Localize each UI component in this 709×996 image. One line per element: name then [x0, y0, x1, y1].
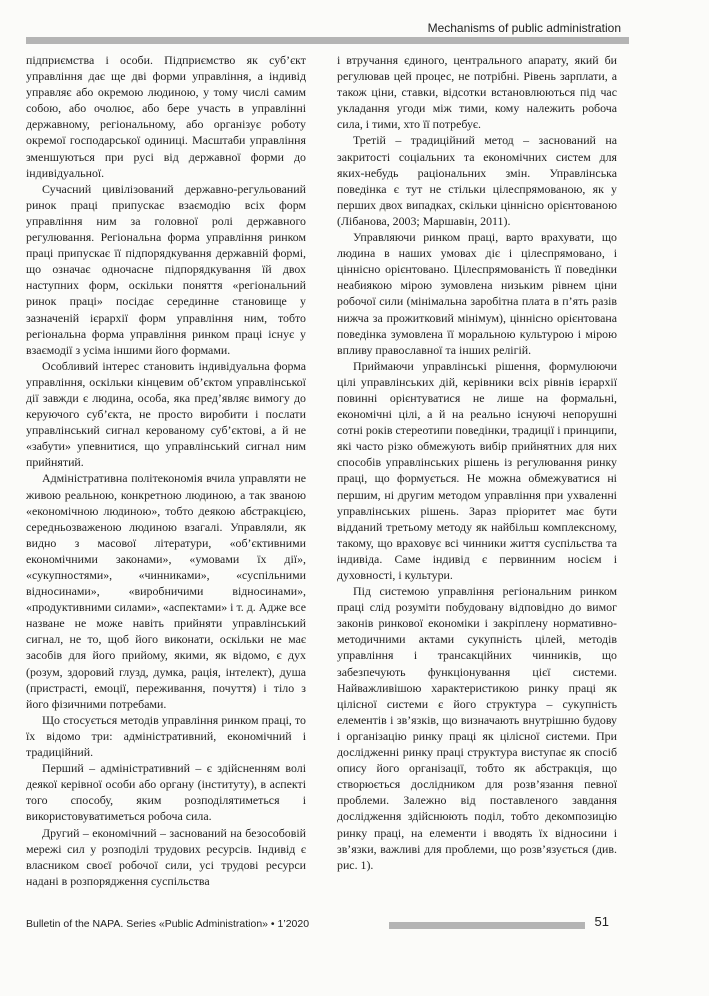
- paragraph: Особливий інтерес становить індивідуальна форма управління, оскільки кінцевим об’єктом управлінської дії завжди є людина, особа, яка пред’являє вимогу до керуючого суб’єкта, не просто виробити і послати управлінський сигнал керованому суб’єктові, а й не «забути» упевнитися, що управлінський сигнал ним прийнятий.: [26, 358, 306, 470]
- paragraph: Що стосується методів управління ринком праці, то їх відомо три: адміністративний, економічний і традиційний.: [26, 712, 306, 760]
- paragraph: Перший – адміністративний – є здійсненням волі деякої керівної особи або органу (інституту), в aспекті того способу, яким розподілятиметься і використовуватиметься робоча сила.: [26, 761, 306, 824]
- page-number: 51: [594, 914, 609, 929]
- paragraph: Приймаючи управлінські рішення, формулюючи цілі управлінських дій, керівники всіх рівнів ієрархії повинні орієнтуватися не лише на формальні, економічні цілі, а й на реально існуючі непорушні сотні років стереотипи поведінки, традиції і принципи, які часто різко обмежують вибір прийнятних для них способів управлінських рішень із регулювання ринку праці, що формується. Не можна обмежуватися ні першим, ні другим методом управління при ухваленні управлінських рішень. Зараз пріоритет має бути відданий третьому методу як найбільш комплексному, такому, що враховує всі чинники життя суспільства та індивіда. Саме індивід є первинним носієм і духовності, і культури.: [337, 358, 617, 582]
- paragraph: і втручання єдиного, центрального апарату, який би регулював цей процес, не потрібні. Рівень зарплати, а також ціни, ставки, відсотки встановлюються під час укладання угоди між тими, кому належить робоча сила, і тими, хто її потребує.: [337, 53, 617, 132]
- paragraph: Третій – традиційний метод – заснований на закритості соціальних та економічних систем для яких-небудь раціональних змін. Управлінська поведінка є тут не стільки цілеспрямованою, як у перших двох випадках, скільки ціннісно орієнтованою (Лібанова, 2003; Маршавін, 2011).: [337, 133, 617, 228]
- header-rule: [26, 37, 629, 44]
- right-column: [337, 52, 617, 873]
- paragraph: підприємства і особи. Підприємство як суб’єкт управління дає ще дві форми управління, а індивід управляє або окремою людиною, у тому числі самим собою, або очолює, або бере участь в управлінні державному, регіональному, або організує роботу окремої господарської одиниці. Масштаби управління зменшуються при русі від державної форми до індивідуальної.: [26, 53, 306, 180]
- paragraph: Другий – економічний – заснований на безособовій мережі сил у розподілі трудових ресурсів. Індивід є власником своєї робочої сили, усі трудові ресурси надані в розпорядження суспільства: [26, 825, 306, 888]
- journal-footer: Bulletin of the NAPA. Series «Public Administration» • 1’2020: [26, 918, 310, 930]
- paragraph: Під системою управління регіональним ринком праці слід розуміти побудовану відповідно до вимог законів ринкової економіки і закріплену нормативно-методичними актами сукупність цілей, методів управління і трансакційних чинників, що забезпечують функціонування цієї системи. Найважливішою характеристикою ринку праці як цілісної системи є його структура – сукупність елементів і зв’язків, що визначають внутрішню будову і організацію ринку праці як цілісної системи. При дослідженні ринку праці структура виступає як спосіб опису його організації, тобто як абстракція, що створюється дослідником для розв’язання певної проблеми. Залежно від поставленого завдання дослідження здійснюють поділ, тобто декомпозицію ринку праці, на елементи і вводять їх відносини і зв’язки, важливі для проблеми, що розв’язується (див. рис. 1).: [337, 584, 617, 872]
- footer-rule: [389, 922, 585, 929]
- paragraph: Адміністративна політекономія вчила управляти не живою реальною, конкретною людиною, а так званою «економічною людиною», тобто деякою абстракцією, середньозваженою людиною взагалі. Управляли, як видно з масової літератури, «об’єктивними економічними законами», «умовами їх дії», «сукупностями», «чинниками», «суспільними відносинами», «виробничими відносинами», «продуктивними силами», «аспектами» і т. д. Адже все назване не може навіть прийняти управлінський сигнал, не то, щоб його виконати, оскільки не має засобів для його прийому, якими, як відомо, є дух (розум, здоровий глузд, думка, рація, інтелект), душа (пристрасті, емоції, переживання, почуття) і тіло з його фізичними потребами.: [26, 471, 306, 711]
- paragraph: Сучасний цивілізований державно-регульований ринок праці припускає взаємодію всіх форм управління ним за головної ролі державного регулювання. Регіональна форма управління ринком праці припускає її підпорядкування державній формі, що означає одночасне підпорядкування їй двох наступних форм, оскільки поняття «регіональний ринок праці» посідає серединне становище у зазначеній ієрархії форм управління ним, тобто регіональна форма управління ринком праці існує у взаємодії з усіма іншими його формами.: [26, 181, 306, 357]
- running-head: Mechanisms of public administration: [427, 21, 621, 35]
- left-column: [26, 52, 306, 889]
- paragraph: Управляючи ринком праці, варто врахувати, що людина в наших умовах діє і цілеспрямовано, і ціннісно орієнтовано. Цілеспрямованість її поведінки неабиякою мірою зумовлена низьким рівнем ціни робочої сили (мінімальна заробітна плата в п’ять разів нижча за прожитковий мінімум), ціннісно орієнтована поведінка зумовлена її моральною культурою і мірою впливу православної та інших релігій.: [337, 230, 617, 357]
